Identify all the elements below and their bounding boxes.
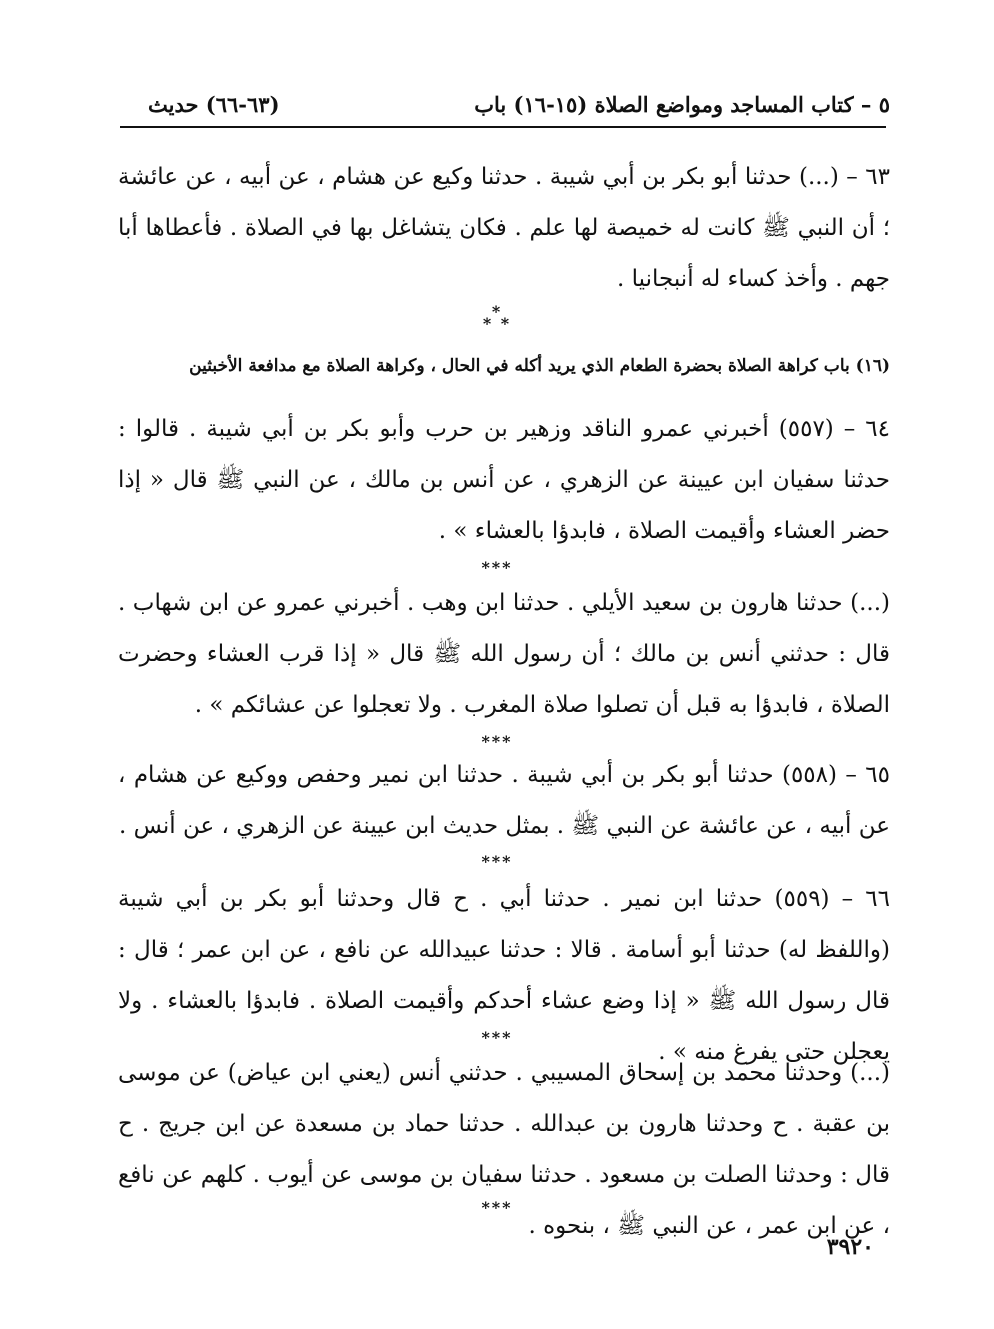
hadith-65: ٦٥ – (٥٥٨) حدثنا أبو بكر بن أبي شيبة . حدثنا ابن نمير وحفص ووكيع عن هشام ، عن أبيه ، عن عائشة عن النبي ﷺ . بمثل حديث ابن عيينة عن الزهري ، عن أنس . <box>118 762 890 839</box>
separator-stars: *** <box>481 1198 513 1217</box>
hadith-66-variant: (...) وحدثنا محمد بن إسحاق المسيبي . حدثني أنس (يعني ابن عياض) عن موسى بن عقبة . ح وحدثنا هارون بن عبدالله . حدثنا حماد بن مسعدة عن ابن جريج . ح قال : وحدثنا الصلت بن مسعود . حدثنا سفيان بن موسى عن أيوب . كلهم عن نافع ، عن ابن عمر ، عن النبي ﷺ ، بنحوه . <box>118 1060 890 1239</box>
hadith-63: ٦٣ – (...) حدثنا أبو بكر بن أبي شيبة . حدثنا وكيع عن هشام ، عن أبيه ، عن عائشة ؛ أن النبي ﷺ كانت له خميصة لها علم . فكان يتشاغل بها في الصلاة . فأعطاها أبا جهم . وأخذ كساء له أنبجانيا . <box>118 164 890 292</box>
page-number: ٣٩٢٠ <box>826 1234 874 1260</box>
header-hadith-range: (٦٣-٦٦) حديث <box>148 92 280 117</box>
header-book-title: ٥ – كتاب المساجد ومواضع الصلاة (١٥-١٦) باب <box>474 92 890 117</box>
separator-stars: *** <box>481 558 513 577</box>
hadith-66: ٦٦ – (٥٥٩) حدثنا ابن نمير . حدثنا أبي . ح قال وحدثنا أبو بكر بن أبي شيبة (واللفظ له) حدثنا أبو أسامة . قالا : حدثنا عبيدالله عن نافع ، عن ابن عمر ؛ قال : قال رسول الله ﷺ « إذا وضع عشاء أحدكم وأقيمت الصلاة . فابدؤا بالعشاء . ولا يعجلن حتى يفرغ منه » . <box>118 886 890 1065</box>
running-header <box>120 88 890 128</box>
hadith-64: ٦٤ – (٥٥٧) أخبرني عمرو الناقد وزهير بن حرب وأبو بكر بن أبي شيبة . قالوا : حدثنا سفيان ابن عيينة عن الزهري ، عن أنس بن مالك ، عن النبي ﷺ قال « إذا حضر العشاء وأقيمت الصلاة ، فابدؤا بالعشاء » . <box>118 416 890 544</box>
hadith-64-variant: (...) حدثنا هارون بن سعيد الأيلي . حدثنا ابن وهب . أخبرني عمرو عن ابن شهاب . قال : حدثني أنس بن مالك ؛ أن رسول الله ﷺ قال « إذا قرب العشاء وحضرت الصلاة ، فابدؤا به قبل أن تصلوا صلاة المغرب . ولا تعجلوا عن عشائكم » . <box>118 590 890 718</box>
separator-stars: *** <box>481 852 513 871</box>
separator-stars: *** <box>481 732 513 751</box>
separator-stars: * * * <box>482 302 512 333</box>
header-rule <box>120 126 886 128</box>
separator-stars: *** <box>481 1028 513 1047</box>
chapter-heading: (١٦) باب كراهة الصلاة بحضرة الطعام الذي يريد أكله في الحال ، وكراهة الصلاة مع مدافعة الأخبثين <box>189 356 890 376</box>
